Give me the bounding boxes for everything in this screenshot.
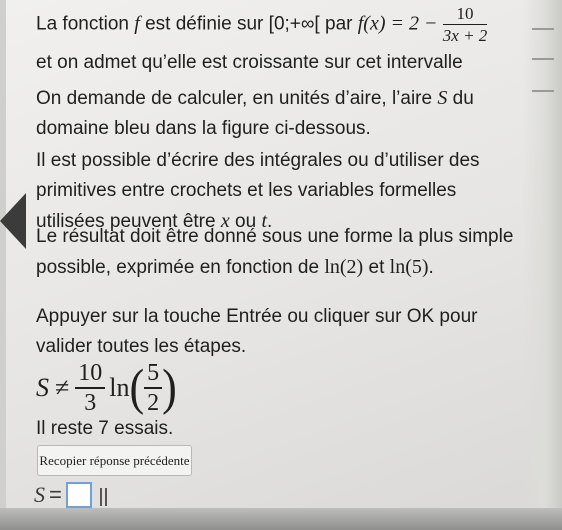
question-line-7: utilisées peuvent être x ou t. bbox=[36, 210, 273, 232]
question-paragraph-4 bbox=[36, 222, 513, 283]
answer-input[interactable] bbox=[66, 482, 92, 508]
question-line-3: On demande de calculer, en unités d’aire, l’aire S du bbox=[36, 87, 474, 109]
question-line-11: valider toutes les étapes. bbox=[36, 336, 247, 357]
bottom-bezel bbox=[0, 508, 562, 530]
question-line-8: Le résultat doit être donné sous une forme la plus simple bbox=[36, 226, 514, 247]
not-equal-sign: ≠ bbox=[55, 373, 70, 402]
cursor-mark bbox=[100, 488, 102, 506]
question-line-9: possible, exprimée en fonction de ln(2) et ln(5). bbox=[36, 256, 434, 278]
question-line-5: Il est possible d’écrire des intégrales ou d’utiliser des bbox=[36, 150, 480, 171]
function-fraction: $\frac{10}{3x + 2}$ bbox=[442, 4, 488, 45]
question-paragraph-2 bbox=[36, 83, 474, 144]
previous-arrow-icon[interactable] bbox=[0, 193, 26, 249]
recopy-answer-button[interactable]: Recopier réponse précédente bbox=[37, 445, 192, 476]
left-edge bbox=[0, 0, 6, 530]
question-line-4: domaine bleu dans la figure ci-dessous. bbox=[36, 118, 371, 139]
right-margin bbox=[522, 0, 562, 530]
answer-input-row bbox=[34, 478, 107, 508]
question-line-6: primitives entre crochets et les variables formelles bbox=[36, 180, 457, 201]
cursor-mark bbox=[105, 488, 107, 506]
answer-ln: ln bbox=[109, 373, 130, 402]
answer-variable: S bbox=[36, 373, 49, 402]
remaining-tries: Il reste 7 essais. bbox=[36, 418, 174, 439]
answer-argument: $\frac{5}{2}$ bbox=[144, 361, 162, 415]
input-equal-sign: = bbox=[49, 482, 62, 507]
previous-answer: S ≠ $\frac{10}{3}$ ln ( $\frac{5}{2}$ ) bbox=[36, 359, 177, 416]
question-line-1: La fonction f est définie sur [0;+∞[ par f(x) = 2 − $\frac{10}{3x + 2}$ bbox=[36, 4, 488, 45]
question-line-2: et on admet qu’elle est croissante sur cet intervalle bbox=[36, 52, 463, 73]
answer-coefficient: $\frac{10}{3}$ bbox=[75, 361, 105, 415]
input-variable: S bbox=[34, 482, 45, 507]
question-paragraph-5 bbox=[36, 302, 477, 362]
question-paragraph-1 bbox=[36, 5, 487, 78]
question-line-10: Appuyer sur la touche Entrée ou cliquer sur OK pour bbox=[36, 306, 478, 327]
